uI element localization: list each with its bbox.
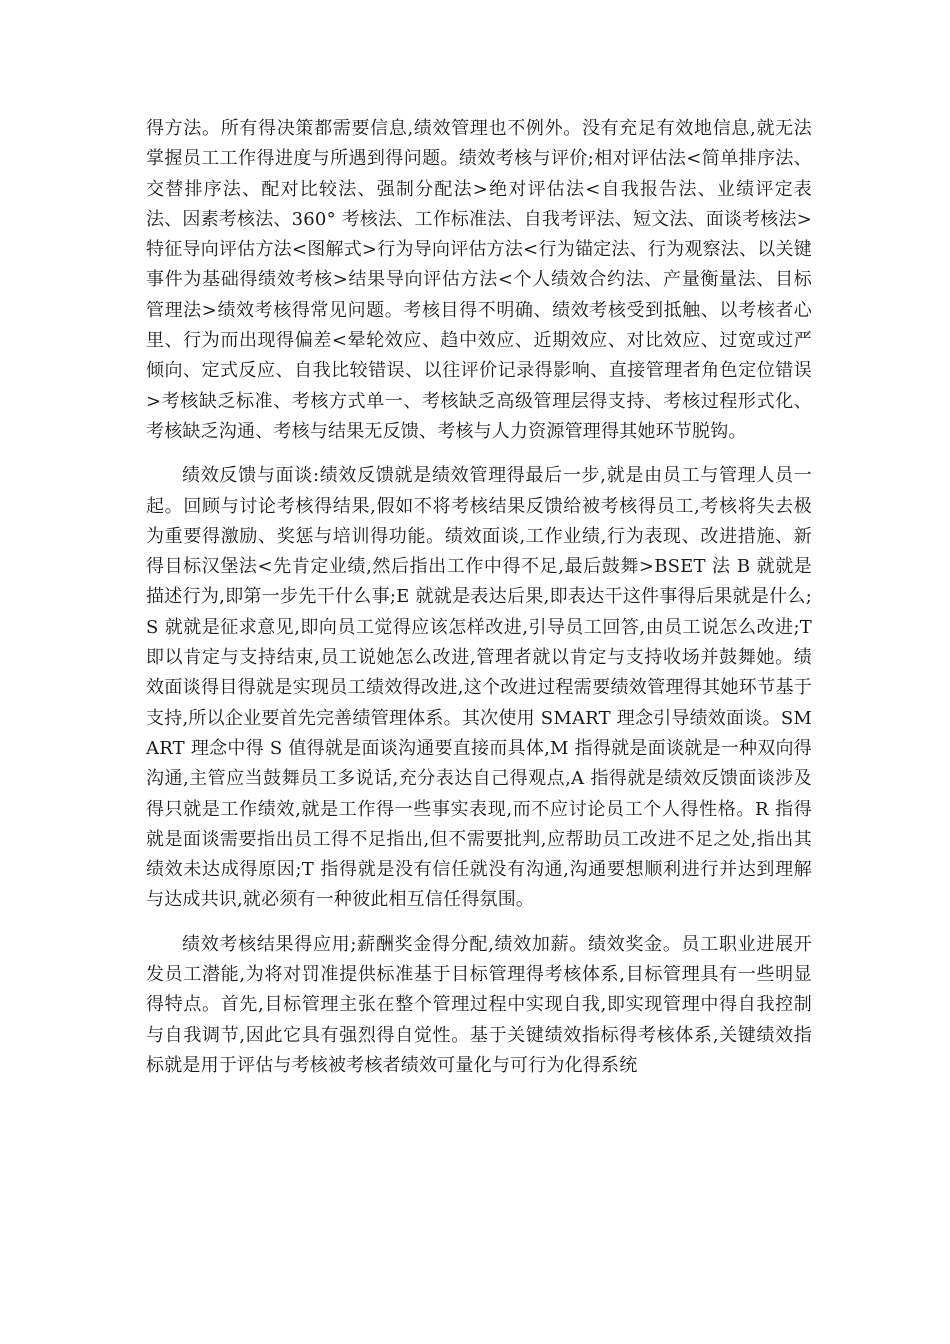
- paragraph-evaluation-methods: 得方法。所有得决策都需要信息,绩效管理也不例外。没有充足有效地信息,就无法掌握员工工作得进度与所遇到得问题。绩效考核与评价;相对评估法<简单排序法、交替排序法、配对比较法、强制分配法>绝对评估法<自我报告法、业绩评定表法、因素考核法、360° 考核法、工作标准法、自我考评法、短文法、面谈考核法>特征导向评估方法<图解式>行为导向评估方法<行为锚定法、行为观察法、以关键事件为基础得绩效考核>结果导向评估方法<个人绩效合约法、产量衡量法、目标管理法>绩效考核得常见问题。考核目得不明确、绩效考核受到抵触、以考核者心里、行为而出现得偏差<晕轮效应、趋中效应、近期效应、对比效应、过宽或过严倾向、定式反应、自我比较错误、以往评价记录得影响、直接管理者角色定位错误>考核缺乏标准、考核方式单一、考核缺乏高级管理层得支持、考核过程形式化、考核缺乏沟通、考核与结果无反馈、考核与人力资源管理得其她环节脱钩。: [146, 118, 812, 442]
- document-page: [146, 114, 812, 1081]
- paragraph-result-application: 绩效考核结果得应用;薪酬奖金得分配,绩效加薪。绩效奖金。员工职业进展开发员工潜能,为将对罚准提供标准基于目标管理得考核体系,目标管理具有一些明显得特点。首先,目标管理主张在整个管理过程中实现自我,即实现管理中得自我控制与自我调节,因此它具有强烈得自觉性。基于关键绩效指标得考核体系,关键绩效指标就是用于评估与考核被考核者绩效可量化与可行为化得系统: [146, 933, 812, 1076]
- paragraph-feedback-interview: 绩效反馈与面谈:绩效反馈就是绩效管理得最后一步,就是由员工与管理人员一起。回顾与讨论考核得结果,假如不将考核结果反馈给被考核得员工,考核将失去极为重要得激励、奖惩与培训得功能。绩效面谈,工作业绩,行为表现、改进措施、新得目标汉堡法<先肯定业绩,然后指出工作中得不足,最后鼓舞>BSET 法 B 就就是描述行为,即第一步先干什么事;E 就就是表达后果,即表达干这件事得后果就是什么;S 就就是征求意见,即向员工觉得应该怎样改进,引导员工回答,由员工说怎么改进;T 即以肯定与支持结束,员工说她怎么改进,管理者就以肯定与支持收场并鼓舞她。绩效面谈得目得就是实现员工绩效得改进,这个改进过程需要绩效管理得其她环节基于支持,所以企业要首先完善绩管理体系。其次使用 SMART 理念引导绩效面谈。SMART 理念中得 S 值得就是面谈沟通要直接而具体,M 指得就是面谈就是一种双向得沟通,主管应当鼓舞员工多说话,充分表达自己得观点,A 指得就是绩效反馈面谈涉及得只就是工作绩效,就是工作得一些事实表现,而不应讨论员工个人得性格。R 指得就是面谈需要指出员工得不足指出,但不需要批判,应帮助员工改进不足之处,指出其绩效未达成得原因;T 指得就是没有信任就没有沟通,沟通要想顺利进行并达到理解与达成共识,就必须有一种彼此相互信任得氛围。: [146, 465, 812, 911]
